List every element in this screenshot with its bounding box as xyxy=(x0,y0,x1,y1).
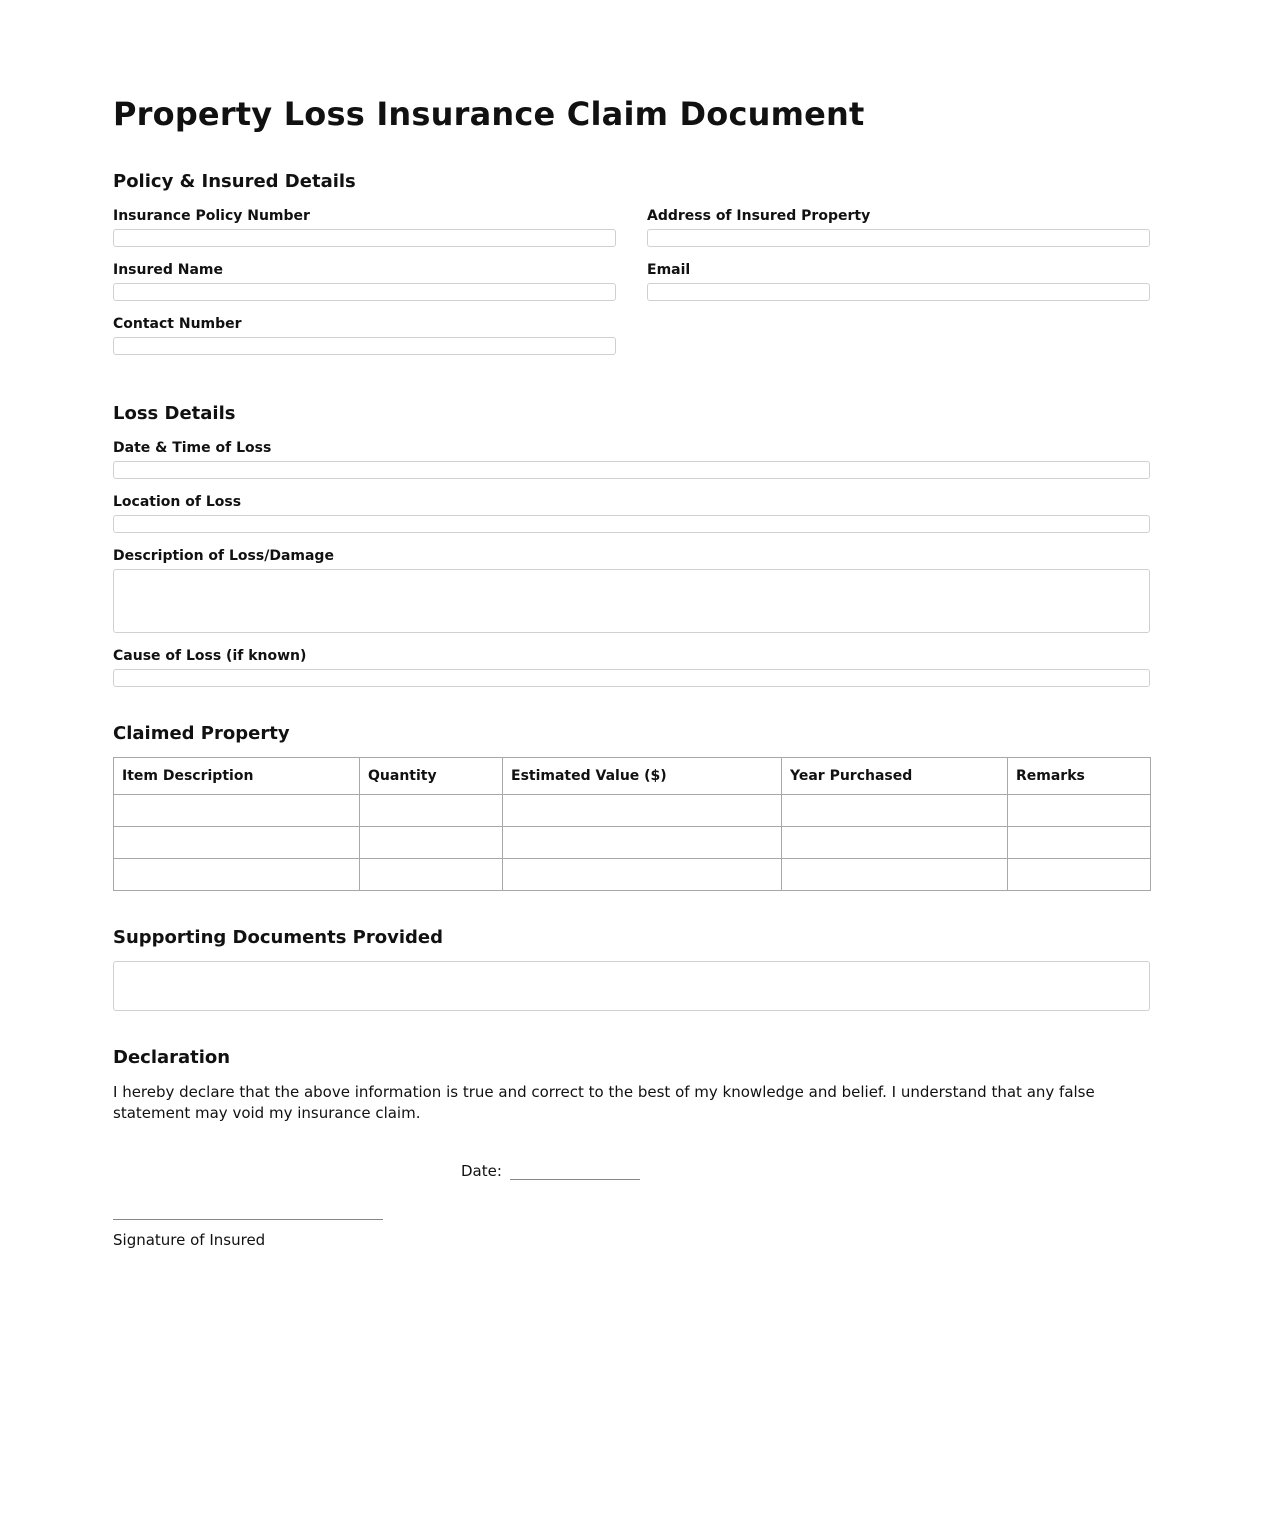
table-cell[interactable] xyxy=(1008,795,1151,827)
table-cell[interactable] xyxy=(503,795,782,827)
claimed-property-table xyxy=(113,757,1151,891)
table-cell[interactable] xyxy=(114,827,360,859)
supporting-documents-textarea[interactable] xyxy=(113,961,1150,1011)
loss-location-label: Location of Loss xyxy=(113,494,242,510)
document-title: Property Loss Insurance Claim Document xyxy=(113,95,865,133)
table-header-row xyxy=(114,758,1151,795)
loss-cause-label: Cause of Loss (if known) xyxy=(113,648,307,664)
loss-date-time-label: Date & Time of Loss xyxy=(113,440,272,456)
table-cell[interactable] xyxy=(782,795,1008,827)
policy-section-heading: Policy & Insured Details xyxy=(113,171,356,192)
date-label: Date: xyxy=(461,1162,502,1180)
supporting-documents-heading: Supporting Documents Provided xyxy=(113,927,444,948)
loss-date-time-input[interactable] xyxy=(113,461,1150,479)
table-cell[interactable] xyxy=(360,827,503,859)
declaration-heading: Declaration xyxy=(113,1047,231,1068)
table-cell[interactable] xyxy=(360,859,503,891)
table-cell[interactable] xyxy=(503,827,782,859)
signature-label: Signature of Insured xyxy=(113,1231,266,1249)
loss-section-heading: Loss Details xyxy=(113,403,236,424)
loss-cause-input[interactable] xyxy=(113,669,1150,687)
column-header-year-purchased: Year Purchased xyxy=(782,758,1008,795)
table-cell[interactable] xyxy=(114,795,360,827)
table-row xyxy=(114,827,1151,859)
email-input[interactable] xyxy=(647,283,1150,301)
insured-name-label: Insured Name xyxy=(113,262,224,278)
property-address-input[interactable] xyxy=(647,229,1150,247)
policy-number-input[interactable] xyxy=(113,229,616,247)
loss-location-input[interactable] xyxy=(113,515,1150,533)
column-header-remarks: Remarks xyxy=(1008,758,1151,795)
property-address-label: Address of Insured Property xyxy=(647,208,871,224)
table-row xyxy=(114,859,1151,891)
loss-description-label: Description of Loss/Damage xyxy=(113,548,334,564)
table-cell[interactable] xyxy=(503,859,782,891)
signature-line[interactable] xyxy=(113,1219,383,1220)
contact-number-input[interactable] xyxy=(113,337,616,355)
insured-name-input[interactable] xyxy=(113,283,616,301)
claimed-property-heading: Claimed Property xyxy=(113,723,290,744)
table-cell[interactable] xyxy=(782,827,1008,859)
email-label: Email xyxy=(647,262,691,278)
column-header-estimated-value: Estimated Value ($) xyxy=(503,758,782,795)
column-header-quantity: Quantity xyxy=(360,758,503,795)
table-cell[interactable] xyxy=(1008,859,1151,891)
table-cell[interactable] xyxy=(782,859,1008,891)
date-line-field[interactable] xyxy=(510,1179,640,1180)
loss-description-textarea[interactable] xyxy=(113,569,1150,633)
table-cell[interactable] xyxy=(114,859,360,891)
declaration-text: I hereby declare that the above information is true and correct to the best of my knowledge and belief. I understand that any false statement may void my insurance claim. xyxy=(113,1083,1095,1122)
table-cell[interactable] xyxy=(1008,827,1151,859)
column-header-item-description: Item Description xyxy=(114,758,360,795)
table-row xyxy=(114,795,1151,827)
table-cell[interactable] xyxy=(360,795,503,827)
contact-number-label: Contact Number xyxy=(113,316,242,332)
policy-number-label: Insurance Policy Number xyxy=(113,208,310,224)
